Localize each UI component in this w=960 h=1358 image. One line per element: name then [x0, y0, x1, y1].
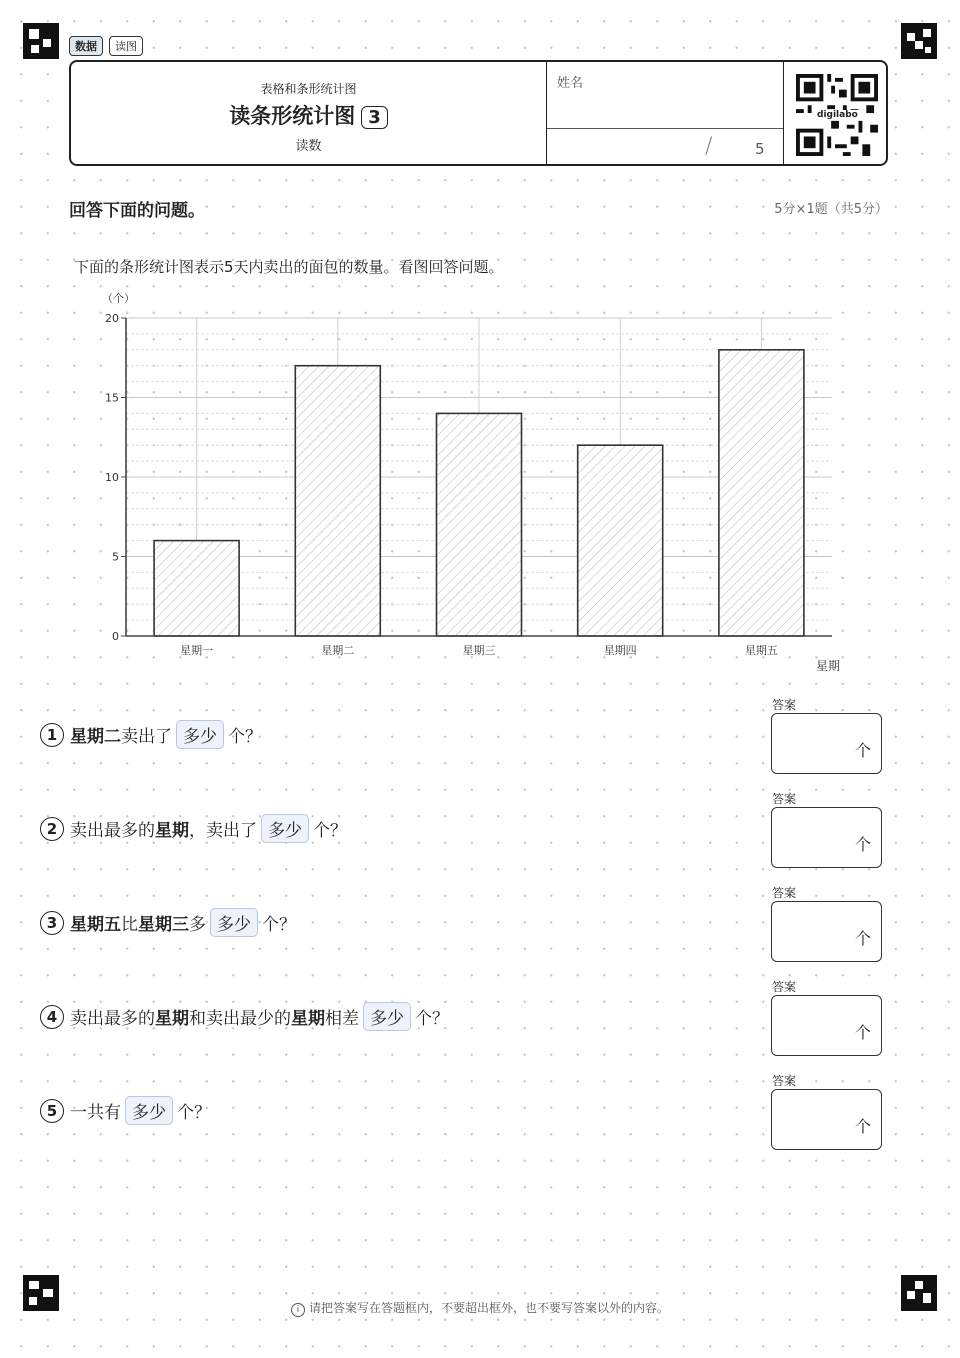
question-text: ，卖出了	[189, 821, 257, 841]
question-number: 3	[40, 911, 64, 935]
x-tick-label: 星期五	[744, 644, 778, 657]
question-5	[40, 1096, 211, 1125]
instruction: 回答下面的问题。	[69, 201, 205, 221]
question-text: 和卖出最少的	[189, 1009, 291, 1029]
question-number: 5	[40, 1099, 64, 1123]
tag-data: 数据	[69, 36, 103, 56]
answer-box-5[interactable]	[771, 1089, 882, 1150]
question-1	[40, 720, 262, 749]
question-text: 个？	[313, 821, 347, 841]
page-title	[71, 100, 546, 130]
x-axis-label: 星期	[816, 659, 841, 673]
bar-chart	[90, 288, 850, 680]
score-slash: /	[705, 134, 713, 159]
page-title-text: 读条形统计图	[229, 104, 356, 128]
bar-5	[719, 350, 804, 636]
qr-label: digilabo	[817, 110, 858, 120]
y-tick-label: 5	[112, 550, 119, 564]
question-text: 相差	[325, 1009, 359, 1029]
question-keyword: 星期五	[70, 915, 121, 935]
name-score-area	[546, 62, 784, 164]
bar-3	[437, 413, 522, 636]
chart-prompt: 下面的条形统计图表示5天内卖出的面包的数量。看图回答问题。	[74, 258, 504, 276]
question-text: 卖出了	[121, 727, 172, 747]
bar-1	[154, 541, 239, 636]
x-tick-label: 星期四	[603, 644, 637, 657]
footer-text: 请把答案写在答题框内，不要超出框外，也不要写答案以外的内容。	[308, 1301, 669, 1315]
footer-note	[0, 1299, 960, 1317]
question-keyword: 星期二	[70, 727, 121, 747]
y-tick-label: 10	[105, 471, 119, 484]
unknown-chip: 多少	[176, 720, 224, 749]
answer-label: 答案	[772, 886, 797, 900]
y-tick-label: 20	[105, 312, 119, 325]
points-info: 5分×1题（共5分）	[774, 202, 888, 217]
score-total: 5	[755, 140, 765, 158]
question-keyword: 星期	[155, 821, 189, 841]
question-text: 个？	[262, 915, 296, 935]
unknown-chip: 多少	[261, 814, 309, 843]
y-tick-label: 15	[105, 391, 119, 405]
question-keyword: 星期	[155, 1009, 189, 1029]
question-number: 2	[40, 817, 64, 841]
answer-box-2[interactable]	[771, 807, 882, 868]
answer-box-3[interactable]	[771, 901, 882, 962]
unknown-chip: 多少	[125, 1096, 173, 1125]
x-tick-label: 星期一	[180, 644, 214, 657]
question-2	[40, 814, 347, 843]
question-text: 卖出最多的	[70, 1009, 155, 1029]
answer-unit: 个	[854, 1023, 871, 1042]
question-text: 个？	[415, 1009, 449, 1029]
answer-label: 答案	[772, 698, 797, 712]
header-subtitle: 表格和条形统计图	[260, 82, 357, 96]
question-text: 多	[189, 915, 206, 935]
question-keyword: 星期三	[138, 915, 189, 935]
question-text: 卖出最多的	[70, 821, 155, 841]
answer-box-4[interactable]	[771, 995, 882, 1056]
question-3	[40, 908, 296, 937]
bar-2	[295, 366, 380, 636]
unknown-chip: 多少	[210, 908, 258, 937]
question-text: 个？	[228, 727, 262, 747]
tag-read-chart: 读图	[109, 36, 143, 56]
question-number: 4	[40, 1005, 64, 1029]
score-divider	[547, 128, 783, 129]
tag-group	[69, 36, 143, 56]
answer-label: 答案	[772, 792, 797, 806]
worksheet-header	[69, 60, 888, 166]
name-label: 姓名	[557, 76, 584, 91]
corner-marker-top-left	[23, 23, 59, 59]
answer-unit: 个	[854, 835, 871, 854]
bar-4	[578, 445, 663, 636]
answer-unit: 个	[854, 741, 871, 760]
corner-marker-top-right	[901, 23, 937, 59]
x-tick-label: 星期二	[321, 644, 355, 657]
question-number: 1	[40, 723, 64, 747]
answer-box-1[interactable]	[771, 713, 882, 774]
y-axis-label: （个）	[102, 292, 135, 305]
answer-label: 答案	[772, 1074, 797, 1088]
x-tick-label: 星期三	[462, 644, 496, 657]
question-text: 个？	[177, 1103, 211, 1123]
question-4	[40, 1002, 449, 1031]
answer-unit: 个	[854, 1117, 871, 1136]
header-title-area	[71, 62, 546, 164]
question-text: 比	[121, 915, 138, 935]
question-text: 一共有	[70, 1103, 121, 1123]
worksheet-number-badge: 3	[361, 106, 388, 129]
header-unit-title: 读数	[295, 139, 322, 154]
question-keyword: 星期	[291, 1009, 325, 1029]
answer-unit: 个	[854, 929, 871, 948]
unknown-chip: 多少	[363, 1002, 411, 1031]
y-tick-label: 0	[112, 630, 119, 643]
info-icon: i	[291, 1303, 305, 1317]
answer-label: 答案	[772, 980, 797, 994]
